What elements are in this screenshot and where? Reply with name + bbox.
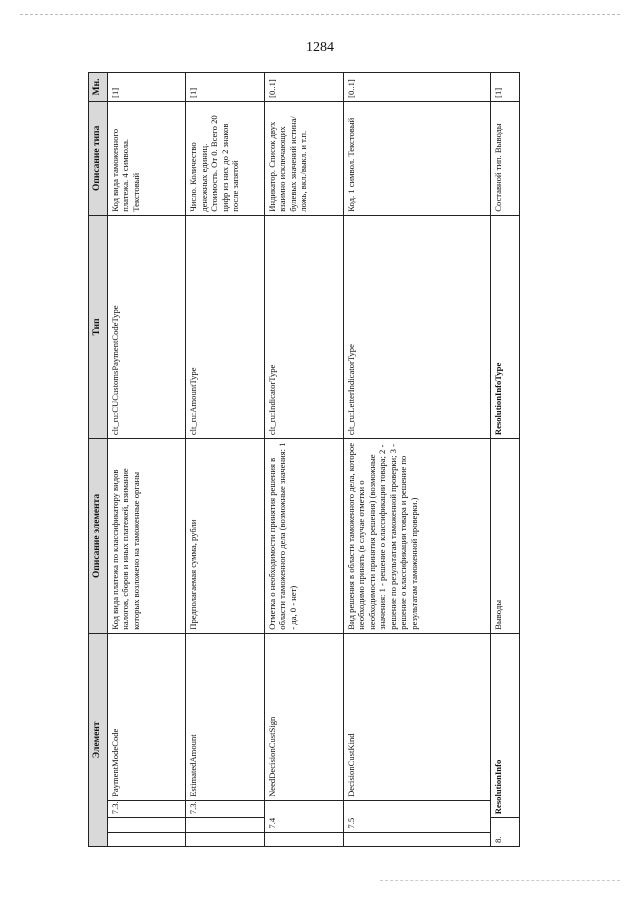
element-name: PaymentModeCode	[107, 633, 186, 800]
element-description: Вид решения в области таможенного дела, которое необходимо принять (в случае отметки о необходимости принятия решения) (возможные значения: 1 - решение о классификации товара; 2 - решение по результатам таможенной проверки; 3 - решение о классификации товара и решение по результатам таможенной проверки.)	[343, 439, 490, 634]
indent-cell	[186, 832, 265, 846]
indent-cell	[186, 818, 265, 832]
indent-cell	[264, 832, 343, 846]
type-description: Код. 1 символ. Текстовый	[343, 101, 490, 215]
header-type: Тип	[89, 215, 108, 438]
type-description: Составной тип. Выводы	[490, 101, 519, 215]
element-description: Отметка о необходимости принятия решения в области таможенного дела (возможные значения: 1 - да, 0 - нет)	[264, 439, 343, 634]
scan-bottom-rule	[380, 880, 620, 881]
row-number: 7.4	[264, 800, 343, 832]
type-description: Код вида таможенного платежа. 4 символа. Текстовый	[107, 101, 186, 215]
element-type: clt_ru:LetterIndicatorType	[343, 215, 490, 438]
row-number: 7.3.	[186, 800, 265, 817]
scan-top-rule	[20, 14, 620, 15]
rotated-table-container	[88, 72, 520, 847]
multiplicity: [1]	[107, 73, 186, 102]
multiplicity: [1]	[186, 73, 265, 102]
element-description: Выводы	[490, 439, 519, 634]
type-description: Число. Количество денежных единиц. Стоимость. От 0. Всего 20 цифр из них до 2 знаков после запятой	[186, 101, 265, 215]
element-type: clt_ru:AmountType	[186, 215, 265, 438]
multiplicity: [0..1]	[343, 73, 490, 102]
indent-cell	[343, 832, 490, 846]
type-description: Индикатор. Список двух взаимно исключающих булевых значений истина/ложь, вкл./выкл. и т.п.	[264, 101, 343, 215]
element-type: ResolutionInfoType	[490, 215, 519, 438]
table-row	[343, 73, 490, 847]
schema-table	[88, 72, 520, 847]
element-name: NeedDecisionCustSign	[264, 633, 343, 800]
multiplicity: [1]	[490, 73, 519, 102]
table-row	[490, 73, 519, 847]
multiplicity: [0..1]	[264, 73, 343, 102]
element-type: clt_ru:CUCustomsPaymentCodeType	[107, 215, 186, 438]
element-name: ResolutionInfo	[490, 633, 519, 817]
row-number: 8.	[490, 818, 519, 847]
indent-cell	[107, 832, 186, 846]
element-name: EstimatedAmount	[186, 633, 265, 800]
header-type-description: Описание типа	[89, 101, 108, 215]
table-row	[107, 73, 186, 847]
table-header-row	[89, 73, 108, 847]
indent-cell	[107, 818, 186, 832]
table-row	[186, 73, 265, 847]
header-element-description: Описание элемента	[89, 439, 108, 634]
element-description: Код вида платежа по классификатору видов налогов, сборов и иных платежей, взимание которых возложено на таможенные органы	[107, 439, 186, 634]
row-number: 7.3.	[107, 800, 186, 817]
header-element: Элемент	[89, 633, 108, 846]
table-row	[264, 73, 343, 847]
page-number: 1284	[306, 40, 334, 55]
row-number: 7.5	[343, 800, 490, 832]
element-description: Предполагаемая сумма, рубли	[186, 439, 265, 634]
element-type: clt_ru:IndicatorType	[264, 215, 343, 438]
header-multiplicity: Мн.	[89, 73, 108, 102]
element-name: DecisionCustKind	[343, 633, 490, 800]
